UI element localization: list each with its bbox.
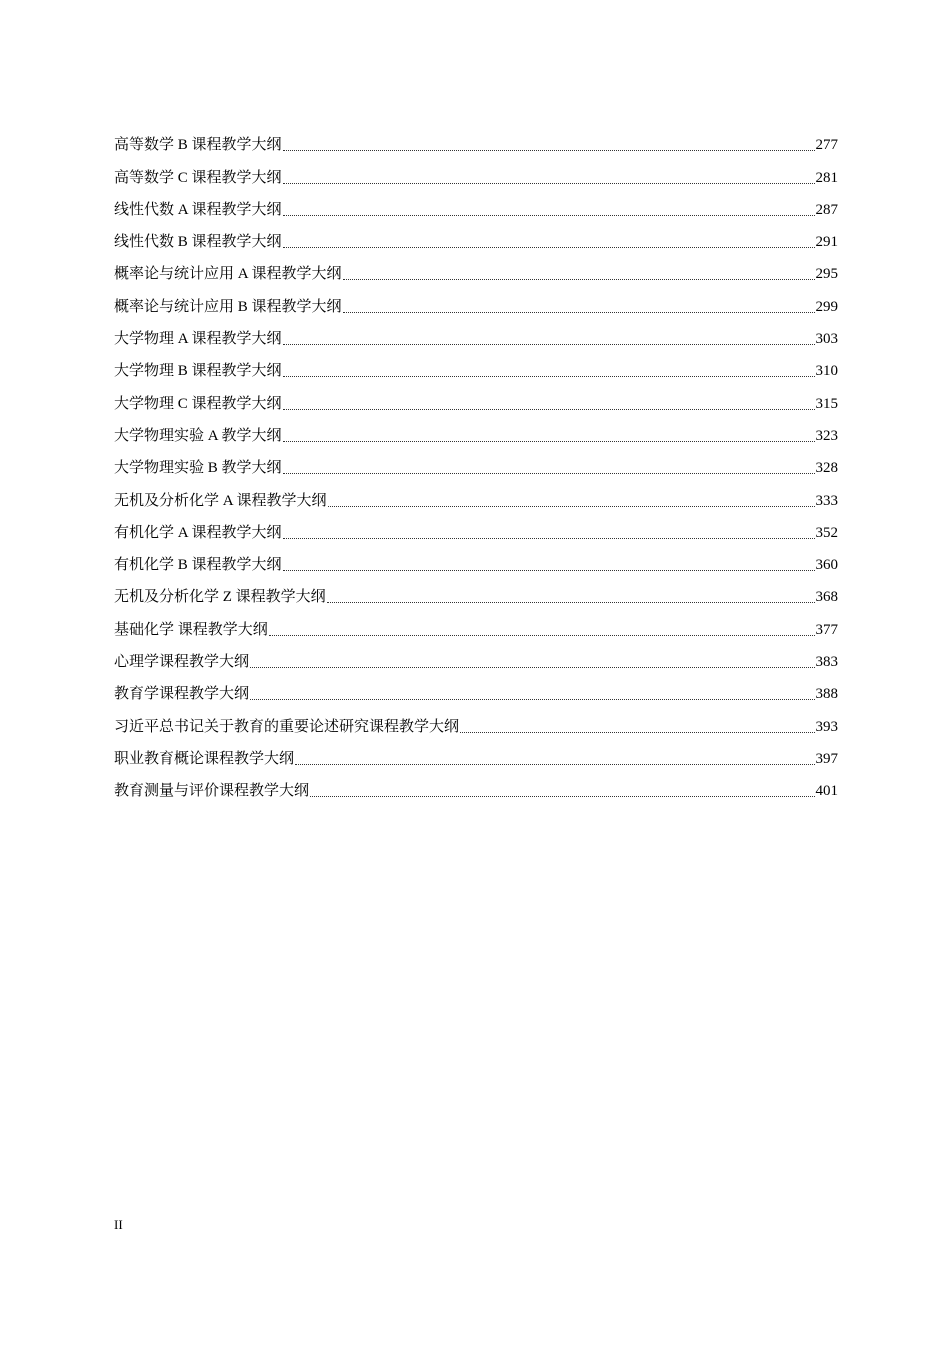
toc-entry-page: 393 bbox=[815, 718, 838, 735]
toc-entry-title: 有机化学 B 课程教学大纲 bbox=[114, 557, 282, 574]
toc-entry-title: 教育学课程教学大纲 bbox=[114, 686, 250, 703]
toc-dot-leader bbox=[283, 473, 815, 474]
toc-entry[interactable] bbox=[114, 640, 838, 672]
toc-dot-leader bbox=[283, 376, 815, 377]
toc-entry[interactable] bbox=[114, 155, 838, 187]
toc-entry-page: 315 bbox=[815, 395, 838, 412]
toc-dot-leader bbox=[283, 538, 815, 539]
toc-dot-leader bbox=[283, 215, 815, 216]
toc-dot-leader bbox=[283, 441, 815, 442]
toc-entry-title: 无机及分析化学 A 课程教学大纲 bbox=[114, 492, 327, 509]
toc-entry-title: 习近平总书记关于教育的重要论述研究课程教学大纲 bbox=[114, 718, 460, 735]
toc-entry[interactable] bbox=[114, 317, 838, 349]
toc-entry-page: 323 bbox=[815, 427, 838, 444]
toc-entry-page: 388 bbox=[815, 686, 838, 703]
toc-entry[interactable] bbox=[114, 188, 838, 220]
toc-entry-page: 295 bbox=[815, 266, 838, 283]
toc-dot-leader bbox=[283, 570, 815, 571]
toc-entry-page: 401 bbox=[815, 783, 838, 800]
toc-dot-leader bbox=[295, 764, 814, 765]
table-of-contents bbox=[114, 123, 838, 801]
toc-dot-leader bbox=[328, 506, 815, 507]
toc-entry[interactable] bbox=[114, 478, 838, 510]
toc-entry-title: 大学物理 A 课程教学大纲 bbox=[114, 331, 282, 348]
toc-entry[interactable] bbox=[114, 607, 838, 639]
toc-entry-title: 高等数学 B 课程教学大纲 bbox=[114, 137, 282, 154]
toc-dot-leader bbox=[250, 667, 814, 668]
toc-entry[interactable] bbox=[114, 381, 838, 413]
toc-entry-page: 299 bbox=[815, 298, 838, 315]
toc-entry[interactable] bbox=[114, 252, 838, 284]
toc-entry[interactable] bbox=[114, 575, 838, 607]
toc-entry-page: 352 bbox=[815, 524, 838, 541]
toc-entry-title: 线性代数 A 课程教学大纲 bbox=[114, 201, 282, 218]
toc-entry-page: 397 bbox=[815, 750, 838, 767]
toc-entry[interactable] bbox=[114, 123, 838, 155]
toc-dot-leader bbox=[250, 699, 814, 700]
page-number: II bbox=[114, 1217, 123, 1232]
toc-entry-page: 277 bbox=[815, 137, 838, 154]
toc-entry-title: 基础化学 课程教学大纲 bbox=[114, 621, 268, 638]
toc-entry[interactable] bbox=[114, 672, 838, 704]
toc-entry-title: 心理学课程教学大纲 bbox=[114, 654, 250, 671]
toc-entry-title: 大学物理 B 课程教学大纲 bbox=[114, 363, 282, 380]
toc-entry-page: 291 bbox=[815, 234, 838, 251]
toc-dot-leader bbox=[343, 312, 815, 313]
toc-entry[interactable] bbox=[114, 220, 838, 252]
toc-entry-title: 教育测量与评价课程教学大纲 bbox=[114, 783, 310, 800]
toc-entry[interactable] bbox=[114, 543, 838, 575]
toc-entry-title: 概率论与统计应用 A 课程教学大纲 bbox=[114, 266, 342, 283]
toc-entry-page: 368 bbox=[815, 589, 838, 606]
toc-dot-leader bbox=[283, 183, 815, 184]
toc-dot-leader bbox=[283, 344, 815, 345]
toc-entry-page: 328 bbox=[815, 460, 838, 477]
toc-entry-page: 383 bbox=[815, 654, 838, 671]
toc-dot-leader bbox=[310, 796, 814, 797]
toc-entry-title: 线性代数 B 课程教学大纲 bbox=[114, 234, 282, 251]
toc-entry[interactable] bbox=[114, 349, 838, 381]
toc-dot-leader bbox=[269, 635, 815, 636]
toc-entry-page: 377 bbox=[815, 621, 838, 638]
toc-entry-page: 287 bbox=[815, 201, 838, 218]
toc-entry-title: 概率论与统计应用 B 课程教学大纲 bbox=[114, 298, 342, 315]
toc-dot-leader bbox=[460, 732, 814, 733]
toc-dot-leader bbox=[283, 150, 815, 151]
toc-entry[interactable] bbox=[114, 769, 838, 801]
toc-entry-page: 333 bbox=[815, 492, 838, 509]
toc-entry-title: 大学物理 C 课程教学大纲 bbox=[114, 395, 282, 412]
toc-entry-title: 无机及分析化学 Z 课程教学大纲 bbox=[114, 589, 326, 606]
toc-entry-title: 大学物理实验 A 教学大纲 bbox=[114, 427, 282, 444]
toc-entry[interactable] bbox=[114, 704, 838, 736]
toc-entry[interactable] bbox=[114, 511, 838, 543]
toc-entry-title: 高等数学 C 课程教学大纲 bbox=[114, 169, 282, 186]
toc-entry-page: 281 bbox=[815, 169, 838, 186]
toc-entry-page: 360 bbox=[815, 557, 838, 574]
toc-entry[interactable] bbox=[114, 284, 838, 316]
toc-entry-title: 大学物理实验 B 教学大纲 bbox=[114, 460, 282, 477]
toc-entry[interactable] bbox=[114, 737, 838, 769]
toc-entry-page: 303 bbox=[815, 331, 838, 348]
toc-entry[interactable] bbox=[114, 414, 838, 446]
toc-dot-leader bbox=[327, 602, 815, 603]
toc-entry-page: 310 bbox=[815, 363, 838, 380]
toc-dot-leader bbox=[283, 409, 815, 410]
toc-dot-leader bbox=[343, 279, 815, 280]
toc-entry[interactable] bbox=[114, 446, 838, 478]
toc-entry-title: 有机化学 A 课程教学大纲 bbox=[114, 524, 282, 541]
toc-entry-title: 职业教育概论课程教学大纲 bbox=[114, 750, 295, 767]
toc-dot-leader bbox=[283, 247, 815, 248]
